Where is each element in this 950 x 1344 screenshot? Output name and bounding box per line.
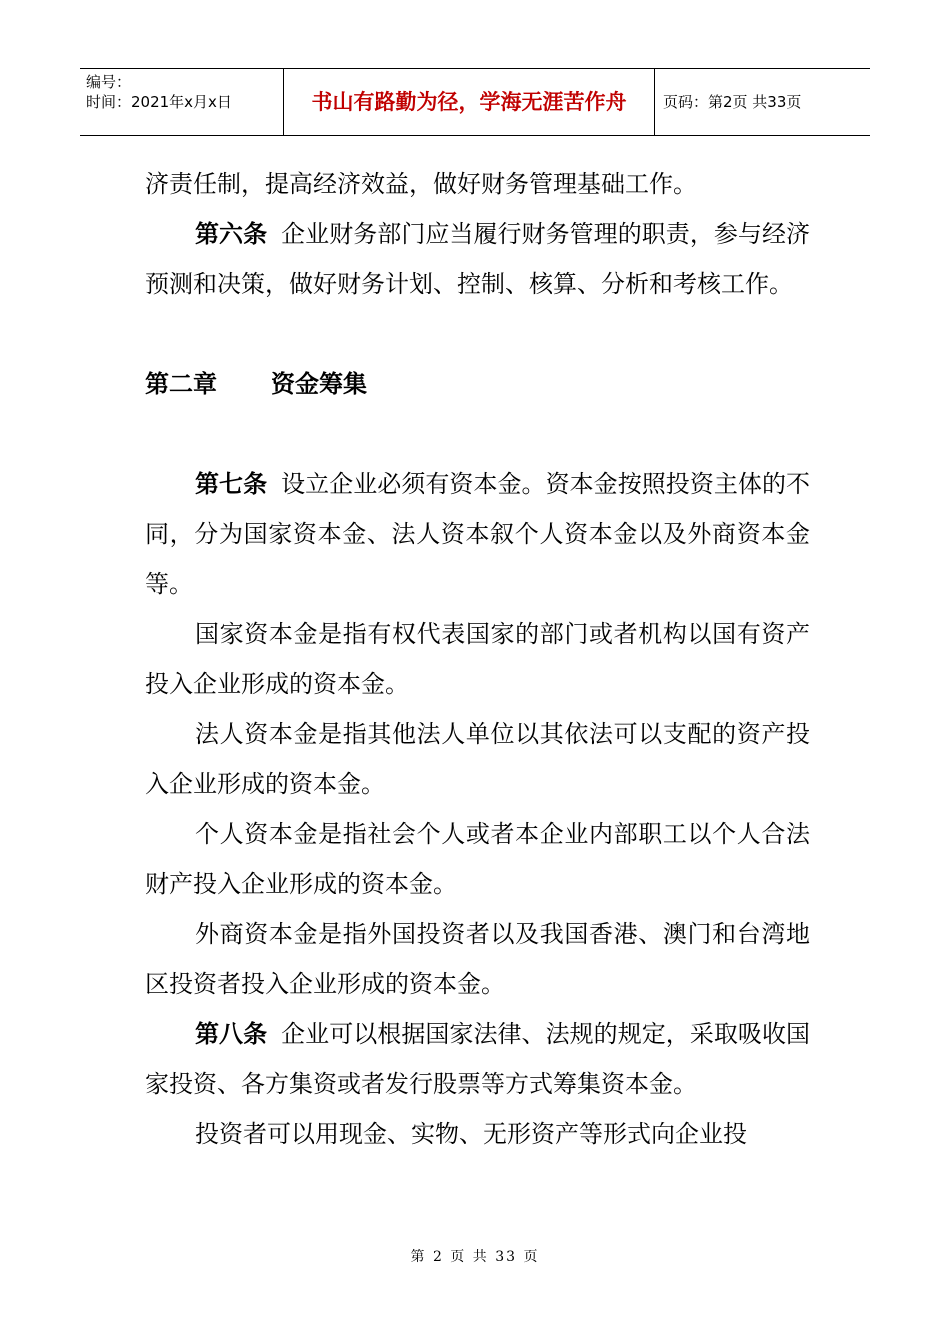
page-footer: 第 2 页 共 33 页 bbox=[410, 1249, 540, 1265]
article-8-text: 企业可以根据国家法律、法规的规定，采取吸收国家投资、各方集资或者发行股票等方式筹集资本金。 bbox=[145, 1020, 810, 1098]
article-8-title: 第八条 bbox=[195, 1020, 268, 1048]
article-7 bbox=[145, 459, 810, 609]
paragraph-personal-capital: 个人资本金是指社会个人或者本企业内部职工以个人合法财产投入企业形成的资本金。 bbox=[145, 820, 810, 898]
article-8 bbox=[145, 1009, 810, 1109]
chapter-number: 第二章 bbox=[145, 370, 217, 398]
article-7-title: 第七条 bbox=[195, 470, 268, 498]
paragraph-state-capital: 国家资本金是指有权代表国家的部门或者机构以国有资产投入企业形成的资本金。 bbox=[145, 620, 810, 698]
header-page-label: 页码：第2页 共33页 bbox=[663, 93, 802, 111]
chapter-title: 资金筹集 bbox=[271, 370, 367, 398]
header-motto: 书山有路勤为径，学海无涯苦作舟 bbox=[283, 69, 655, 135]
paragraph-foreign-capital: 外商资本金是指外国投资者以及我国香港、澳门和台湾地区投资者投入企业形成的资本金。 bbox=[145, 920, 810, 998]
paragraph-continued: 济责任制，提高经济效益，做好财务管理基础工作。 bbox=[145, 170, 697, 198]
paragraph-legal-capital: 法人资本金是指其他法人单位以其依法可以支配的资产投入企业形成的资本金。 bbox=[145, 720, 810, 798]
header-meta bbox=[80, 69, 283, 135]
article-6-title: 第六条 bbox=[195, 220, 268, 248]
document-body bbox=[145, 159, 810, 1159]
paragraph-investor-forms: 投资者可以用现金、实物、无形资产等形式向企业投 bbox=[195, 1120, 747, 1148]
article-6-text: 企业财务部门应当履行财务管理的职责，参与经济预测和决策，做好财务计划、控制、核算、分析和考核工作。 bbox=[145, 220, 810, 298]
article-7-text: 设立企业必须有资本金。资本金按照投资主体的不同，分为国家资本金、法人资本叙个人资本金以及外商资本金等。 bbox=[145, 470, 810, 598]
article-6 bbox=[145, 209, 810, 309]
document-header bbox=[80, 68, 870, 136]
header-date-label: 时间：2021年x月x日 bbox=[86, 93, 232, 111]
chapter-heading bbox=[145, 359, 810, 409]
header-number-label: 编号： bbox=[86, 73, 132, 91]
